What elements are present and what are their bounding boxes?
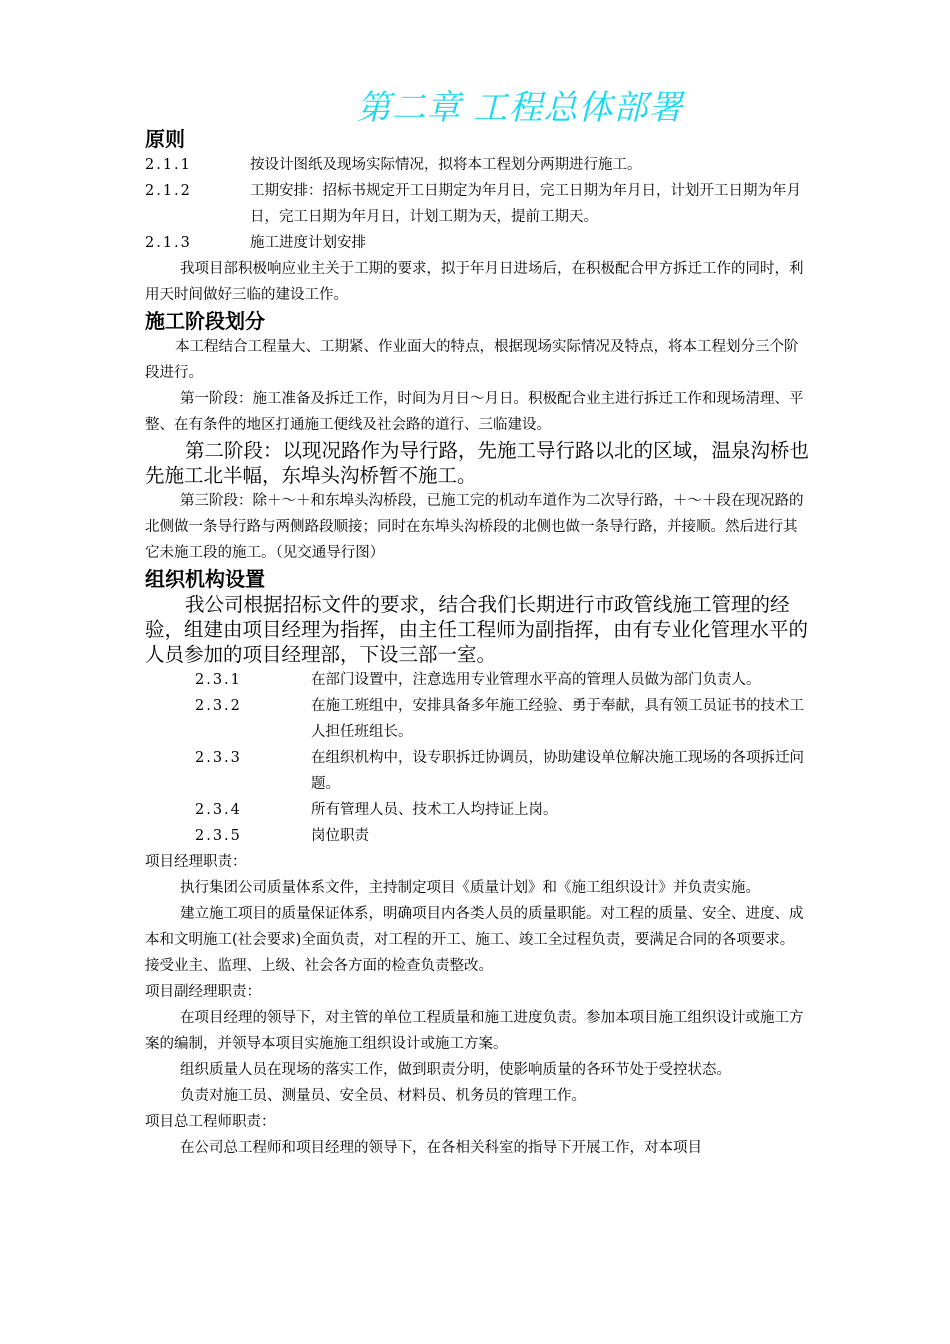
item-number: 2.1.1	[145, 157, 192, 173]
item-number: 2.3.1	[195, 672, 242, 688]
role-title: 项目总工程师职责：	[145, 1114, 276, 1130]
paragraph: 在公司总工程师和项目经理的领导下，在各相关科室的指导下开展工作，对本项目	[180, 1140, 702, 1156]
paragraph-large: 第二阶段：以现况路作为导行路，先施工导行路以北的区域，温泉沟桥也先施工北半幅，东埠头沟桥暂不施工。	[145, 439, 810, 487]
item-number: 2.1.3	[145, 235, 192, 251]
role-title: 项目经理职责：	[145, 854, 247, 870]
item-text: 在施工班组中，安排具备多年施工经验、勇于奉献，具有领工员证书的技术工人担任班组长。	[311, 698, 804, 740]
paragraph: 组织质量人员在现场的落实工作，做到职责分明，使影响质量的各环节处于受控状态。	[180, 1062, 731, 1078]
item-text: 岗位职责	[311, 828, 369, 844]
item-number: 2.3.5	[195, 828, 242, 844]
item-text: 在组织机构中，设专职拆迁协调员，协助建设单位解决施工现场的各项拆迁问题。	[311, 750, 804, 792]
numbered-item	[145, 152, 810, 178]
paragraph-large: 我公司根据招标文件的要求，结合我们长期进行市政管线施工管理的经验，组建由项目经理为指挥，由主任工程师为副指挥，由有专业化管理水平的人员参加的项目经理部，下设三部一室。	[145, 593, 809, 666]
numbered-item	[145, 667, 810, 693]
item-text: 在部门设置中，注意选用专业管理水平高的管理人员做为部门负责人。	[311, 672, 761, 688]
item-text: 工期安排：招标书规定开工日期定为年月日，完工日期为年月日，计划开工日期为年月日，完工日期为年月日，计划工期为天，提前工期天。	[250, 183, 801, 225]
numbered-item	[145, 230, 810, 256]
section-heading-principles: 原则	[145, 127, 185, 151]
section-heading-organization: 组织机构设置	[145, 567, 265, 591]
item-text: 按设计图纸及现场实际情况，拟将本工程划分两期进行施工。	[250, 157, 642, 173]
item-text: 施工进度计划安排	[250, 235, 366, 251]
numbered-item	[145, 745, 810, 797]
numbered-item	[145, 178, 810, 230]
numbered-item	[145, 797, 810, 823]
paragraph: 第三阶段：除＋～＋和东埠头沟桥段，已施工完的机动车道作为二次导行路，＋～＋段在现况路的北侧做一条导行路与两侧路段顺接；同时在东埠头沟桥段的北侧也做一条导行路，并接顺。然后进行其它未施工段的施工。（见交通导行图）	[145, 493, 804, 561]
paragraph: 执行集团公司质量体系文件，主持制定项目《质量计划》和《施工组织设计》并负责实施。	[180, 880, 760, 896]
paragraph: 负责对施工员、测量员、安全员、材料员、机务员的管理工作。	[180, 1088, 586, 1104]
numbered-item	[145, 823, 810, 849]
numbered-item	[145, 693, 810, 745]
paragraph: 我项目部积极响应业主关于工期的要求，拟于年月日进场后，在积极配合甲方拆迁工作的同时，利用天时间做好三临的建设工作。	[145, 261, 804, 303]
paragraph: 第一阶段：施工准备及拆迁工作，时间为月日～月日。积极配合业主进行拆迁工作和现场清理、平整、在有条件的地区打通施工便线及社会路的道行、三临建设。	[145, 391, 804, 433]
section-heading-stages: 施工阶段划分	[145, 309, 265, 333]
item-number: 2.3.3	[195, 750, 242, 766]
role-title: 项目副经理职责：	[145, 984, 261, 1000]
paragraph: 建立施工项目的质量保证体系，明确项目内各类人员的质量职能。对工程的质量、安全、进度、成本和文明施工(社会要求)全面负责，对工程的开工、施工、竣工全过程负责，要满足合同的各项要求。	[145, 906, 804, 948]
paragraph: 本工程结合工程量大、工期紧、作业面大的特点，根据现场实际情况及特点，将本工程划分三个阶段进行。	[145, 339, 799, 381]
document-body	[145, 126, 810, 1161]
chapter-title: 第二章 工程总体部署	[356, 88, 684, 128]
paragraph: 接受业主、监理、上级、社会各方面的检查负责整改。	[145, 958, 493, 974]
item-number: 2.3.4	[195, 802, 242, 818]
item-text: 所有管理人员、技术工人均持证上岗。	[311, 802, 558, 818]
item-number: 2.3.2	[195, 698, 242, 714]
item-number: 2.1.2	[145, 183, 192, 199]
paragraph: 在项目经理的领导下，对主管的单位工程质量和施工进度负责。参加本项目施工组织设计或施工方案的编制，并领导本项目实施施工组织设计或施工方案。	[145, 1010, 804, 1052]
